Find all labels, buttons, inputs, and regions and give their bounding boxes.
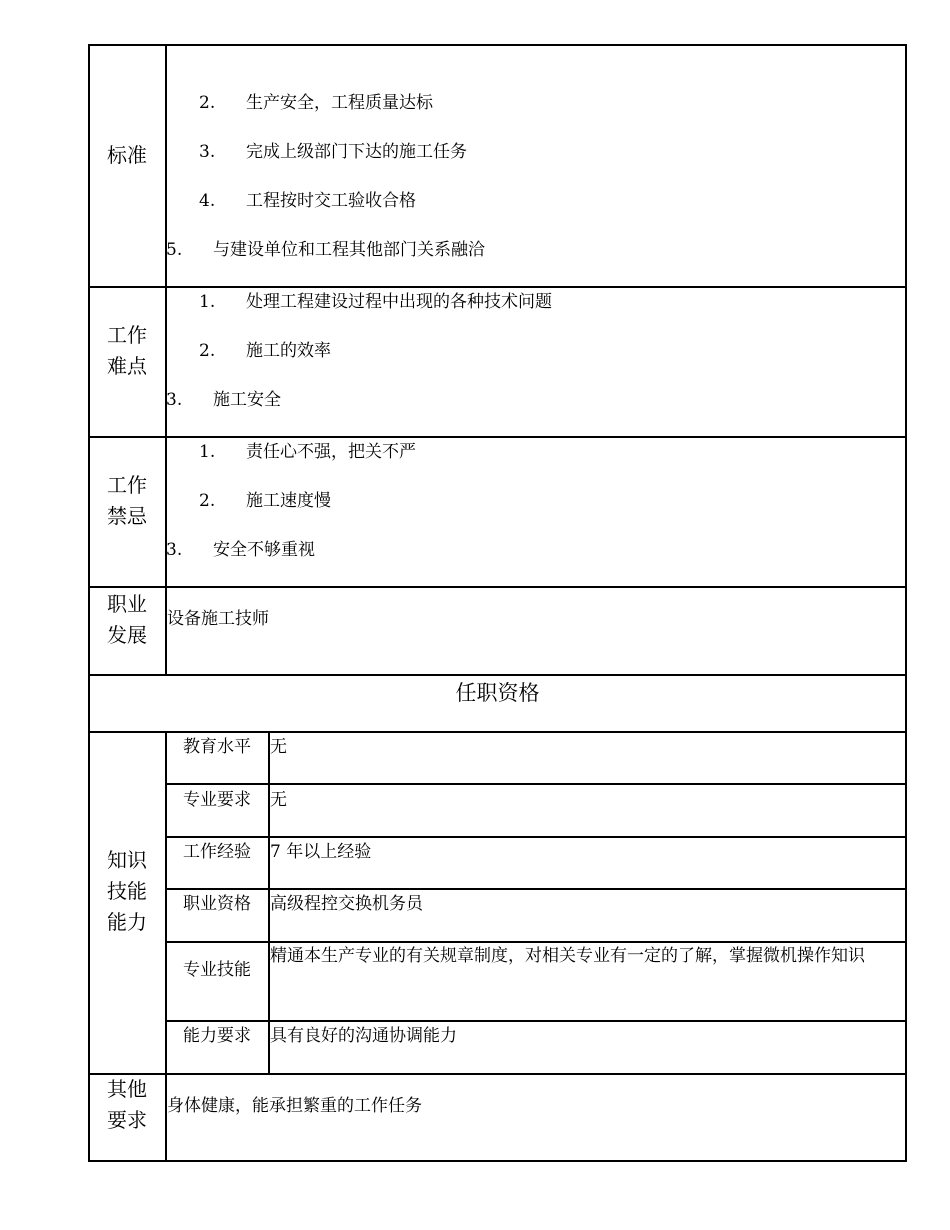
label-line: 知识 (107, 848, 147, 872)
table-border (88, 44, 907, 46)
item-text: 生产安全，工程质量达标 (246, 93, 433, 113)
label-line: 禁忌 (107, 504, 147, 528)
row-divider (88, 674, 907, 676)
list-item (199, 340, 331, 362)
row-divider (88, 586, 907, 588)
section-title: 任职资格 (455, 681, 540, 705)
difficulties-label (88, 320, 166, 382)
qualification-row-value: 无 (270, 790, 287, 810)
career-label (88, 589, 166, 651)
item-text: 责任心不强，把关不严 (246, 442, 416, 462)
qualification-row-label: 工作经验 (183, 842, 251, 862)
item-text: 工程按时交工验收合格 (246, 191, 416, 211)
qualification-row-label: 职业资格 (183, 894, 251, 914)
label-line: 工作 (107, 323, 147, 347)
list-item (166, 539, 315, 561)
qualification-row-value: 精通本生产专业的有关规章制度，对相关专业有一定的了解，掌握微机操作知识 (270, 946, 865, 966)
qualifications-label (88, 845, 166, 938)
item-number: 3. (166, 390, 183, 410)
row-divider (88, 1073, 907, 1075)
label-line: 难点 (107, 354, 147, 378)
row-divider (166, 1020, 907, 1022)
label-line: 其他 (107, 1077, 147, 1101)
item-text: 与建设单位和工程其他部门关系融洽 (213, 240, 485, 260)
list-item (199, 291, 552, 313)
item-number: 3. (199, 142, 216, 162)
item-number: 3. (166, 540, 183, 560)
row-divider (88, 436, 907, 438)
qualification-row-label: 教育水平 (183, 737, 251, 757)
label-line: 能力 (107, 910, 147, 934)
item-text: 施工速度慢 (246, 491, 331, 511)
item-number: 2. (199, 93, 216, 113)
career-text: 设备施工技师 (167, 609, 269, 629)
list-item (166, 239, 485, 261)
row-divider (166, 888, 907, 890)
row-divider (88, 731, 907, 733)
label-line: 要求 (107, 1108, 147, 1132)
qualification-row-value: 具有良好的沟通协调能力 (270, 1026, 457, 1046)
taboos-label (88, 470, 166, 532)
other-text: 身体健康，能承担繁重的工作任务 (167, 1096, 422, 1116)
item-number: 5. (166, 240, 183, 260)
qualification-row-value: 高级程控交换机务员 (270, 894, 423, 914)
label-line: 工作 (107, 473, 147, 497)
qualification-row-value: 无 (270, 737, 287, 757)
list-item (199, 92, 433, 114)
list-item (199, 190, 416, 212)
item-number: 1. (199, 442, 216, 462)
qualification-row-value: 7 年以上经验 (270, 842, 372, 862)
item-text: 施工安全 (213, 390, 281, 410)
other-label (88, 1074, 166, 1136)
item-text: 施工的效率 (246, 341, 331, 361)
list-item (199, 141, 467, 163)
list-item (199, 441, 416, 463)
table-border (88, 1160, 907, 1162)
row-divider (166, 836, 907, 838)
item-number: 4. (199, 191, 216, 211)
item-text: 处理工程建设过程中出现的各种技术问题 (246, 292, 552, 312)
item-number: 2. (199, 341, 216, 361)
label-line: 发展 (107, 623, 147, 647)
table-border (905, 44, 907, 1162)
standards-label: 标准 (107, 143, 147, 167)
qualification-row-label: 专业要求 (183, 790, 251, 810)
job-description-table (88, 44, 907, 1162)
item-text: 安全不够重视 (213, 540, 315, 560)
item-number: 2. (199, 491, 216, 511)
row-divider (166, 783, 907, 785)
list-item (199, 490, 331, 512)
label-line: 职业 (107, 592, 147, 616)
list-item (166, 389, 281, 411)
label-line: 技能 (107, 879, 147, 903)
qualification-row-label: 专业技能 (183, 960, 251, 980)
item-text: 完成上级部门下达的施工任务 (246, 142, 467, 162)
item-number: 1. (199, 292, 216, 312)
row-divider (88, 286, 907, 288)
qualification-row-label: 能力要求 (183, 1026, 251, 1046)
